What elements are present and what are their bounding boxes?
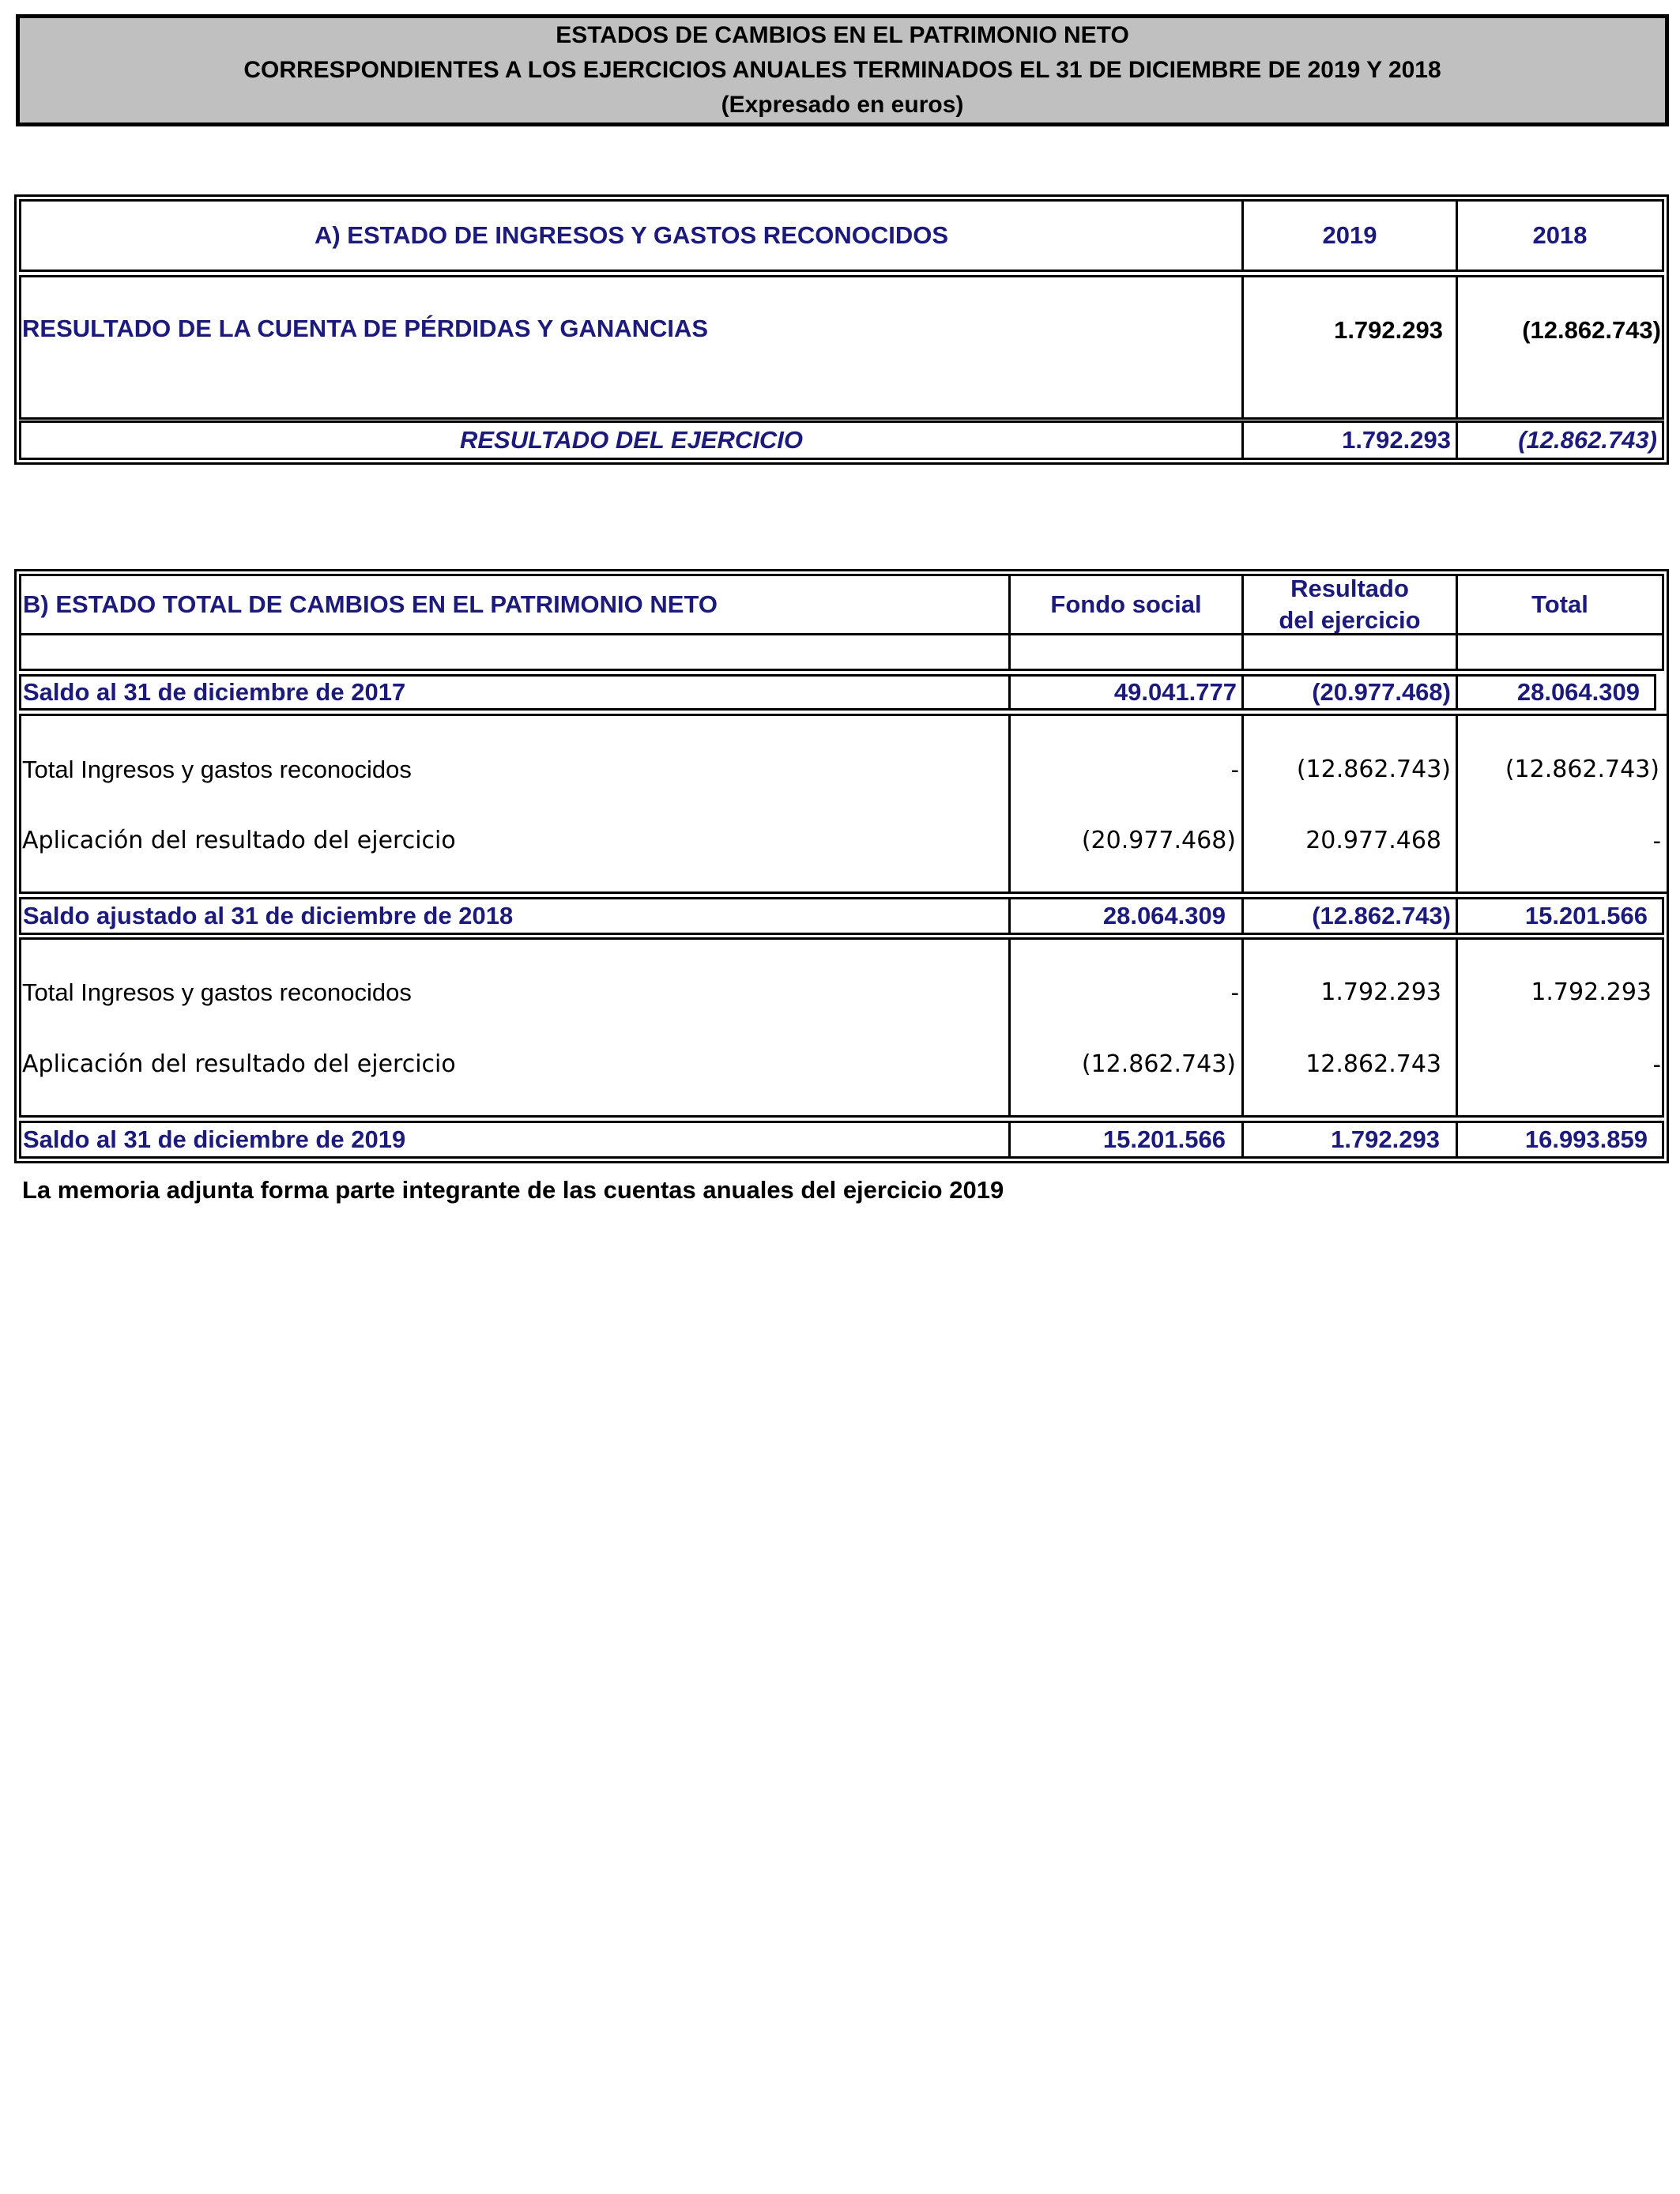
section-b-title: B) ESTADO TOTAL DE CAMBIOS EN EL PATRIMONIO NETO xyxy=(19,574,1011,635)
block1-total-cell xyxy=(1456,714,1669,894)
saldo-2019-fondo: 15.201.566 xyxy=(1008,1121,1244,1159)
saldo-2018-label: Saldo ajustado al 31 de diciembre de 2018 xyxy=(19,897,1011,935)
header-title: ESTADOS DE CAMBIOS EN EL PATRIMONIO NETO xyxy=(556,22,1129,48)
section-a-row-label: RESULTADO DE LA CUENTA DE PÉRDIDAS Y GANANCIAS xyxy=(22,315,709,342)
block1-aplicacion-label: Aplicación del resultado del ejercicio xyxy=(22,827,456,854)
report-header xyxy=(16,14,1669,126)
block1-ingresos-label: Total Ingresos y gastos reconocidos xyxy=(22,756,412,783)
block2-total-cell xyxy=(1456,937,1664,1118)
section-a-row-2018: (12.862.743) xyxy=(1522,316,1661,344)
header-currency-note: (Expresado en euros) xyxy=(721,92,964,118)
saldo-2019-total: 16.993.859 xyxy=(1456,1121,1664,1159)
section-a-row-2019-cell xyxy=(1241,275,1458,420)
section-b-col-total: Total xyxy=(1456,574,1664,635)
block1-fondo-cell xyxy=(1008,714,1244,894)
block2-aplicacion-label: Aplicación del resultado del ejercicio xyxy=(22,1050,456,1078)
block1-resultado-cell xyxy=(1241,714,1458,894)
spacer-cell xyxy=(1241,633,1458,671)
block2-aplicacion-resultado: 12.862.743 xyxy=(1305,1050,1441,1078)
section-a-row-2018-cell xyxy=(1456,275,1664,420)
section-a-total-2019: 1.792.293 xyxy=(1241,420,1458,460)
saldo-2018-total: 15.201.566 xyxy=(1456,897,1664,935)
block2-ingresos-fondo: - xyxy=(1230,978,1239,1006)
section-b-col-fondo: Fondo social xyxy=(1008,574,1244,635)
saldo-2017-fondo: 49.041.777 xyxy=(1008,674,1244,711)
saldo-2018-fondo: 28.064.309 xyxy=(1008,897,1244,935)
block1-aplicacion-fondo: (20.977.468) xyxy=(1081,827,1236,854)
header-subtitle: CORRESPONDIENTES A LOS EJERCICIOS ANUALES TERMINADOS EL 31 DE DICIEMBRE DE 2019 Y 2018 xyxy=(243,57,1441,83)
block1-label-cell xyxy=(19,714,1011,894)
block2-ingresos-label: Total Ingresos y gastos reconocidos xyxy=(22,978,412,1006)
block1-ingresos-fondo: - xyxy=(1230,756,1239,783)
saldo-2019-label: Saldo al 31 de diciembre de 2019 xyxy=(19,1121,1011,1159)
saldo-2017-resultado: (20.977.468) xyxy=(1241,674,1458,711)
spacer-cell xyxy=(19,633,1011,671)
saldo-2019-resultado: 1.792.293 xyxy=(1241,1121,1458,1159)
block1-ingresos-total: (12.862.743) xyxy=(1505,756,1659,783)
section-a-row-2019: 1.792.293 xyxy=(1334,316,1443,344)
footer-note: La memoria adjunta forma parte integrante de las cuentas anuales del ejercicio 2019 xyxy=(22,1176,1004,1204)
section-a-total-label: RESULTADO DEL EJERCICIO xyxy=(19,420,1244,460)
saldo-2017-label: Saldo al 31 de diciembre de 2017 xyxy=(19,674,1011,711)
spacer-cell xyxy=(1456,633,1664,671)
block2-resultado-cell xyxy=(1241,937,1458,1118)
block2-ingresos-resultado: 1.792.293 xyxy=(1320,978,1441,1006)
section-a-col-2019: 2019 xyxy=(1241,199,1458,272)
section-a-row-label-cell xyxy=(19,275,1244,420)
section-a-total-2018: (12.862.743) xyxy=(1456,420,1664,460)
section-a-col-2018: 2018 xyxy=(1456,199,1664,272)
block1-aplicacion-total: - xyxy=(1652,827,1661,854)
block2-aplicacion-total: - xyxy=(1652,1050,1661,1078)
block2-fondo-cell xyxy=(1008,937,1244,1118)
section-a-title: A) ESTADO DE INGRESOS Y GASTOS RECONOCIDOS xyxy=(19,199,1244,272)
saldo-2018-resultado: (12.862.743) xyxy=(1241,897,1458,935)
spacer-cell xyxy=(1008,633,1244,671)
saldo-2017-total: 28.064.309 xyxy=(1456,674,1656,711)
block2-ingresos-total: 1.792.293 xyxy=(1531,978,1652,1006)
block1-aplicacion-resultado: 20.977.468 xyxy=(1305,827,1441,854)
block1-ingresos-resultado: (12.862.743) xyxy=(1296,756,1451,783)
section-b-col-resultado: Resultado del ejercicio xyxy=(1241,574,1458,635)
block2-label-cell xyxy=(19,937,1011,1118)
block2-aplicacion-fondo: (12.862.743) xyxy=(1081,1050,1236,1078)
